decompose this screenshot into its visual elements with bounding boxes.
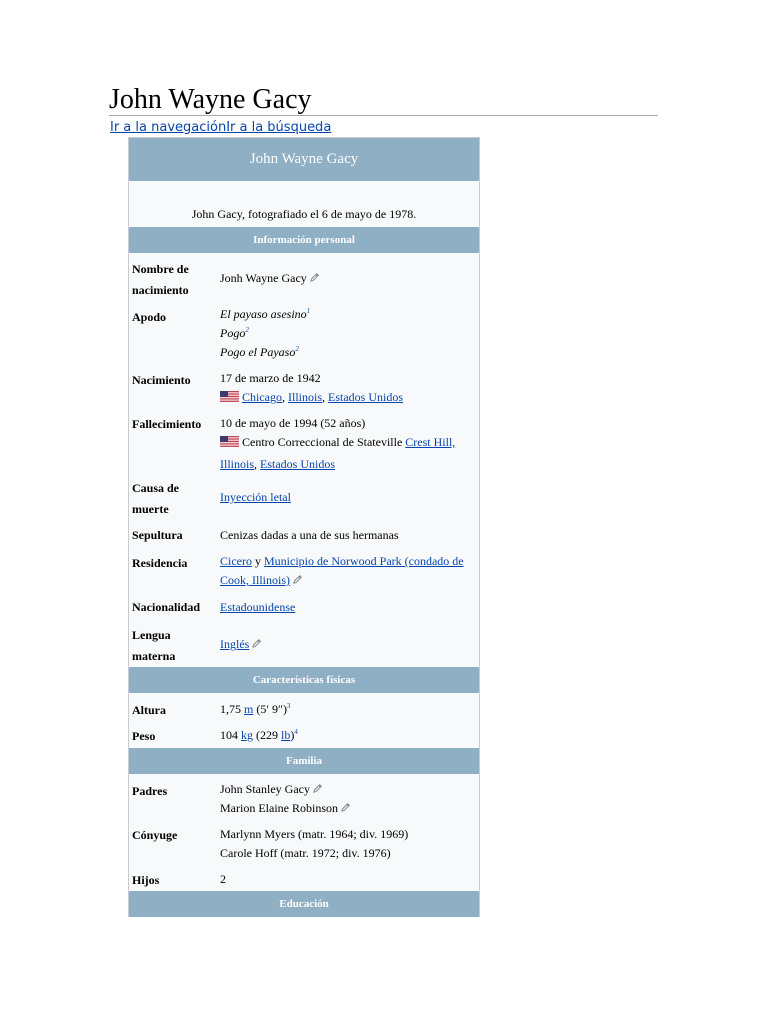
- link-norwood-park-cont[interactable]: Cook, Illinois): [220, 573, 291, 587]
- label-nationality: Nacionalidad: [132, 600, 201, 614]
- link-cicero[interactable]: Cicero: [220, 554, 252, 568]
- label-birth-name: Nombre de nacimiento: [132, 262, 189, 297]
- label-spouse: Cónyuge: [132, 828, 178, 842]
- section-header-personal: Información personal: [129, 227, 479, 253]
- jump-to-navigation-link[interactable]: Ir a la navegación: [110, 120, 227, 135]
- reference-link[interactable]: 2: [295, 345, 299, 353]
- label-residence: Residencia: [132, 556, 188, 570]
- nickname-3: Pogo el Payaso: [220, 345, 296, 359]
- value-children: 2: [220, 872, 226, 886]
- link-crest-hill[interactable]: Crest Hill,: [405, 435, 456, 449]
- label-weight: Peso: [132, 729, 156, 743]
- link-kilogram[interactable]: kg: [241, 728, 253, 742]
- label-native-language: Lengua materna: [132, 628, 176, 663]
- infobox: [128, 137, 480, 917]
- link-chicago[interactable]: Chicago: [242, 390, 282, 404]
- value-nationality: [220, 598, 478, 617]
- nickname-1: El payaso asesino: [220, 307, 307, 321]
- page-title: John Wayne Gacy: [109, 84, 312, 115]
- pencil-icon[interactable]: [340, 802, 351, 813]
- value-birth-name: Jonh Wayne Gacy: [220, 269, 478, 288]
- jump-links: [110, 119, 331, 137]
- value-death: 10 de mayo de 1994 (52 años) Centro Correccional de Stateville Crest Hill, Illinois, Estados Unidos: [220, 416, 456, 471]
- link-estadounidense[interactable]: Estadounidense: [220, 600, 296, 614]
- link-estados-unidos[interactable]: Estados Unidos: [328, 390, 404, 404]
- value-parents: John Stanley Gacy Marion Elaine Robinson: [220, 780, 478, 818]
- reference-link[interactable]: 2: [245, 326, 249, 334]
- label-height: Altura: [132, 703, 166, 717]
- image-caption: John Gacy, fotografiado el 6 de mayo de 1978.: [191, 207, 417, 221]
- label-birth: Nacimiento: [132, 373, 191, 387]
- title-divider: [109, 115, 658, 116]
- reference-link[interactable]: 3: [286, 702, 291, 710]
- reference-link[interactable]: 1: [306, 307, 311, 315]
- jump-to-search-link[interactable]: Ir a la búsqueda: [226, 120, 332, 135]
- nickname-2: Pogo: [220, 326, 246, 340]
- reference-link[interactable]: 4: [294, 728, 298, 736]
- value-residence: Cicero y Municipio de Norwood Park (condado de Cook, Illinois): [220, 554, 464, 587]
- link-illinois[interactable]: Illinois: [220, 457, 255, 471]
- section-header-family: Familia: [129, 748, 479, 774]
- pencil-icon[interactable]: [251, 638, 262, 649]
- section-header-education: Educación: [129, 891, 479, 917]
- value-native-language: [220, 635, 478, 654]
- value-cause-of-death: [220, 488, 478, 507]
- label-nickname: Apodo: [132, 310, 167, 324]
- label-children: Hijos: [132, 873, 160, 887]
- link-metre[interactable]: m: [244, 702, 254, 716]
- value-nickname: [220, 305, 478, 362]
- link-illinois[interactable]: Illinois: [288, 390, 323, 404]
- link-lethal-injection[interactable]: Inyección letal: [220, 490, 291, 504]
- label-burial: Sepultura: [132, 528, 183, 542]
- pencil-icon[interactable]: [309, 272, 320, 283]
- link-ingles[interactable]: Inglés: [220, 637, 250, 651]
- value-birth: 17 de marzo de 1942 Chicago, Illinois, Estados Unidos: [220, 371, 404, 404]
- value-weight: 104 kg (229 lb)$^4$: [220, 728, 298, 742]
- value-burial: Cenizas dadas a una de sus hermanas: [220, 528, 399, 542]
- label-parents: Padres: [132, 784, 168, 798]
- link-norwood-park[interactable]: Municipio de Norwood Park (condado de: [264, 554, 464, 568]
- link-pound[interactable]: lb: [281, 728, 291, 742]
- us-flag-icon: [220, 391, 239, 402]
- pencil-icon[interactable]: [292, 574, 303, 585]
- value-spouse: Marlynn Myers (matr. 1964; div. 1969) Carole Hoff (matr. 1972; div. 1976): [220, 827, 409, 860]
- link-estados-unidos[interactable]: Estados Unidos: [260, 457, 336, 471]
- value-height: 1,75 m (5′ 9″)$^3$: [220, 702, 291, 716]
- section-header-physical: Características físicas: [129, 667, 479, 693]
- label-death: Fallecimiento: [132, 417, 202, 431]
- infobox-title: John Wayne Gacy: [129, 138, 479, 181]
- pencil-icon[interactable]: [312, 783, 323, 794]
- label-cause-of-death: Causa de muerte: [132, 481, 180, 516]
- us-flag-icon: [220, 436, 239, 447]
